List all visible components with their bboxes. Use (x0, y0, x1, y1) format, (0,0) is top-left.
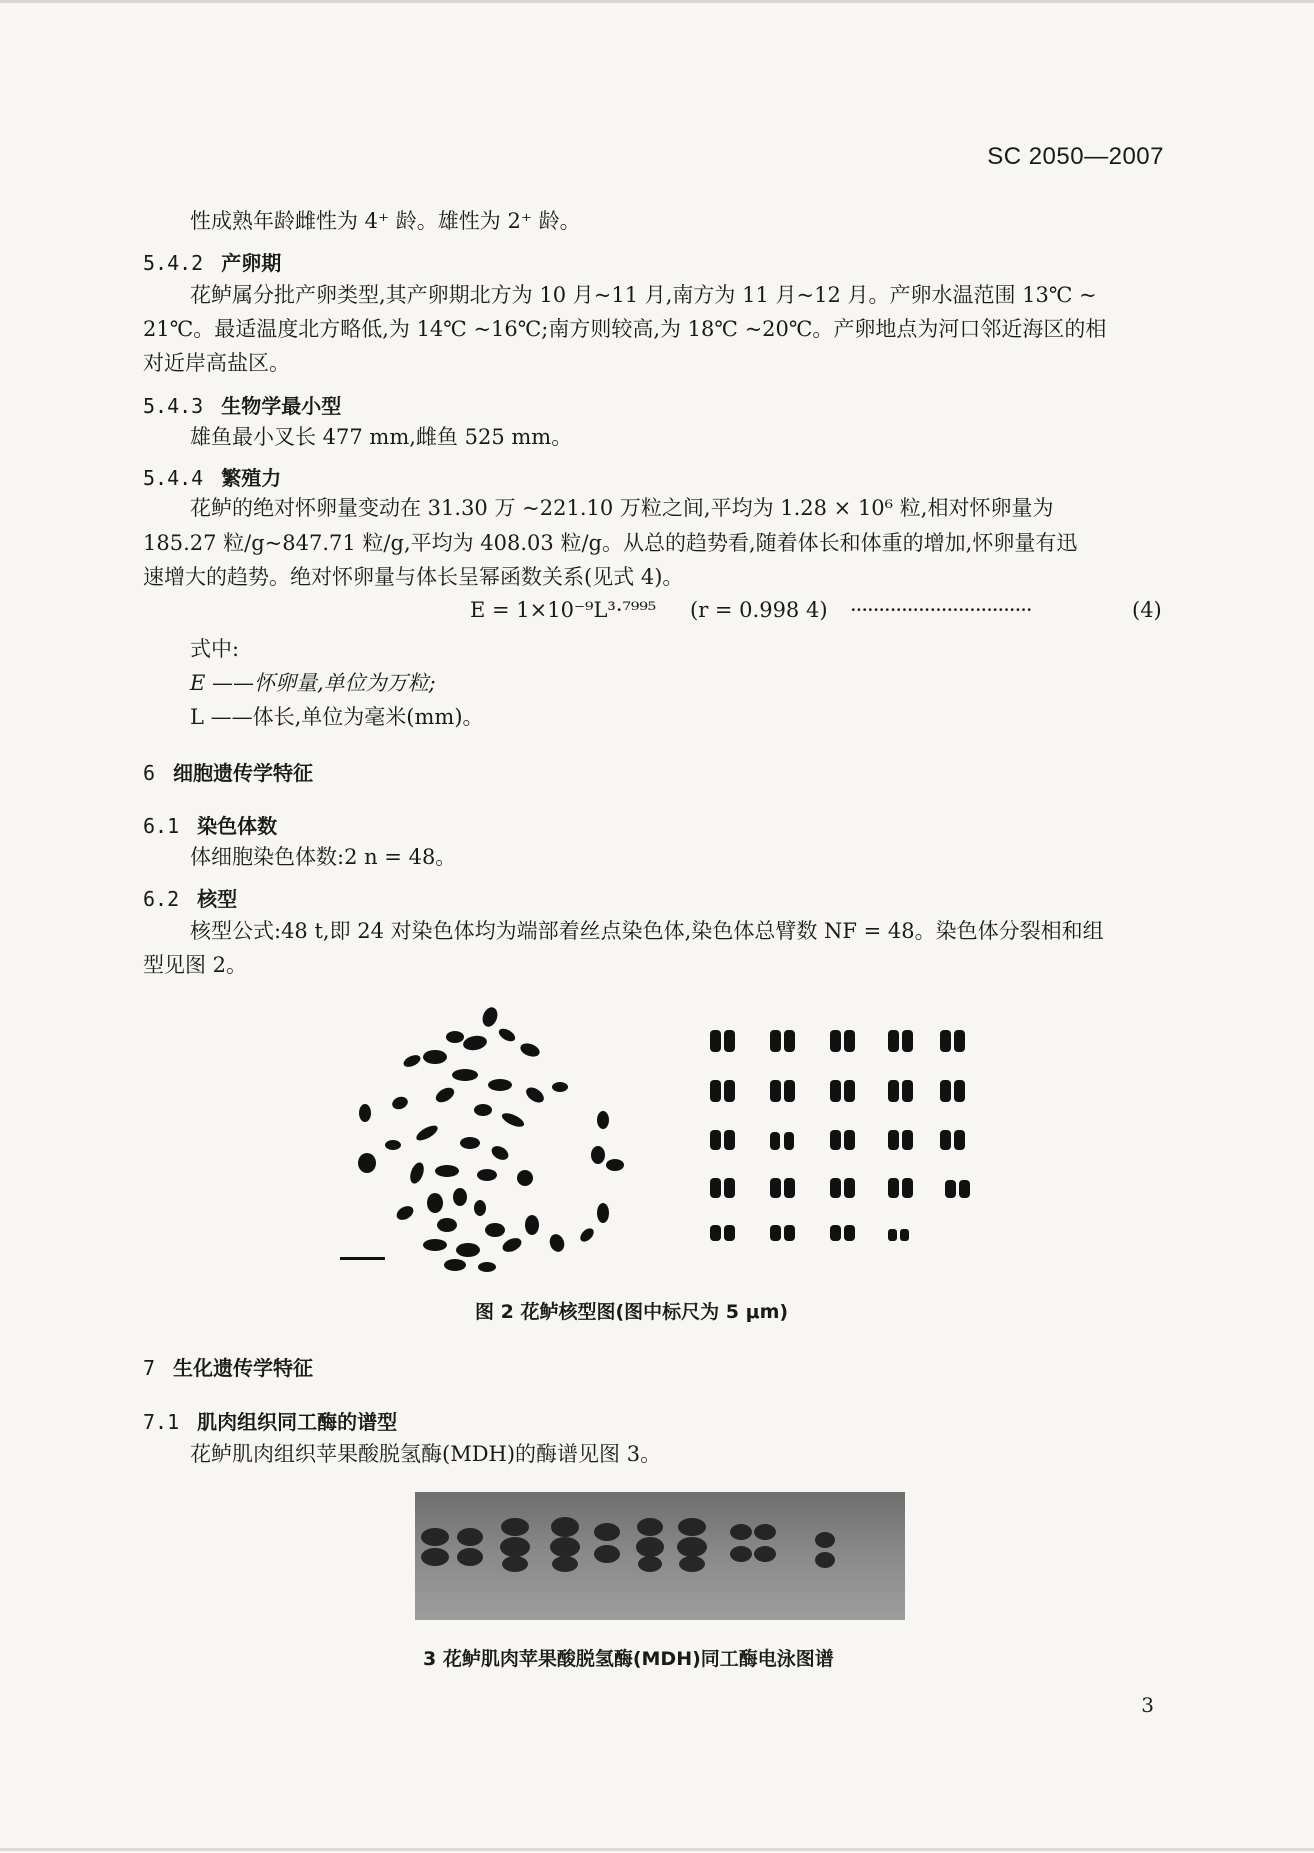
paragraph-6-2-line2: 型见图 2。 (143, 953, 248, 977)
paragraph-6-1: 体细胞染色体数:2 n = 48。 (190, 845, 457, 869)
formula-4-leader-dots: ································ (850, 598, 1032, 622)
paragraph-5-4-3: 雄鱼最小叉长 477 mm,雌鱼 525 mm。 (190, 425, 573, 449)
figure-2-karyotype (700, 1020, 990, 1265)
heading-6-2: 6.2 核型 (143, 887, 238, 911)
paragraph-5-4-4-line3: 速增大的趋势。绝对怀卵量与体长呈幂函数关系(见式 4)。 (143, 565, 684, 589)
page-number: 3 (1141, 1693, 1154, 1717)
formula-4-number: (4) (1132, 598, 1162, 622)
paragraph-intro: 性成熟年龄雌性为 4⁺ 龄。雄性为 2⁺ 龄。 (190, 209, 581, 233)
figure-3-caption: 3 花鲈肌肉苹果酸脱氢酶(MDH)同工酶电泳图谱 (423, 1648, 834, 1670)
heading-5-4-2: 5.4.2 产卵期 (143, 251, 282, 275)
heading-6-1: 6.1 染色体数 (143, 814, 278, 838)
variable-e-definition: E ——怀卵量,单位为万粒; (190, 671, 436, 695)
where-label: 式中: (190, 637, 240, 661)
formula-4-r-value: (r = 0.998 4) (690, 598, 828, 622)
figure-3-mdh-gel (415, 1492, 905, 1620)
figure-2-caption: 图 2 花鲈核型图(图中标尺为 5 μm) (475, 1301, 789, 1323)
heading-7: 7 生化遗传学特征 (143, 1356, 314, 1380)
scan-edge-top (0, 0, 1314, 3)
variable-l-definition: L ——体长,单位为毫米(mm)。 (190, 705, 484, 729)
heading-5-4-3: 5.4.3 生物学最小型 (143, 394, 342, 418)
paragraph-5-4-2-line1: 花鲈属分批产卵类型,其产卵期北方为 10 月~11 月,南方为 11 月~12 月。产卵水温范围 13℃ ~ (190, 283, 1097, 307)
paragraph-5-4-4-line1: 花鲈的绝对怀卵量变动在 31.30 万 ~221.10 万粒之间,平均为 1.28 × 10⁶ 粒,相对怀卵量为 (190, 496, 1054, 520)
heading-5-4-4: 5.4.4 繁殖力 (143, 466, 282, 490)
figure-2-metaphase-spread (335, 995, 665, 1280)
paragraph-7-1: 花鲈肌肉组织苹果酸脱氢酶(MDH)的酶谱见图 3。 (190, 1442, 662, 1466)
heading-7-1: 7.1 肌肉组织同工酶的谱型 (143, 1410, 398, 1434)
paragraph-5-4-4-line2: 185.27 粒/g~847.71 粒/g,平均为 408.03 粒/g。从总的趋势看,随着体长和体重的增加,怀卵量有迅 (143, 531, 1078, 555)
formula-4-expression: E = 1×10⁻⁹L³·⁷⁹⁹⁵ (470, 598, 657, 622)
scan-edge-bottom (0, 1848, 1314, 1851)
heading-6: 6 细胞遗传学特征 (143, 761, 314, 785)
paragraph-6-2-line1: 核型公式:48 t,即 24 对染色体均为端部着丝点染色体,染色体总臂数 NF = 48。染色体分裂相和组 (190, 919, 1104, 943)
paragraph-5-4-2-line2: 21℃。最适温度北方略低,为 14℃ ~16℃;南方则较高,为 18℃ ~20℃。产卵地点为河口邻近海区的相 (143, 317, 1107, 341)
standard-code: SC 2050—2007 (987, 143, 1164, 170)
paragraph-5-4-2-line3: 对近岸高盐区。 (143, 351, 290, 375)
